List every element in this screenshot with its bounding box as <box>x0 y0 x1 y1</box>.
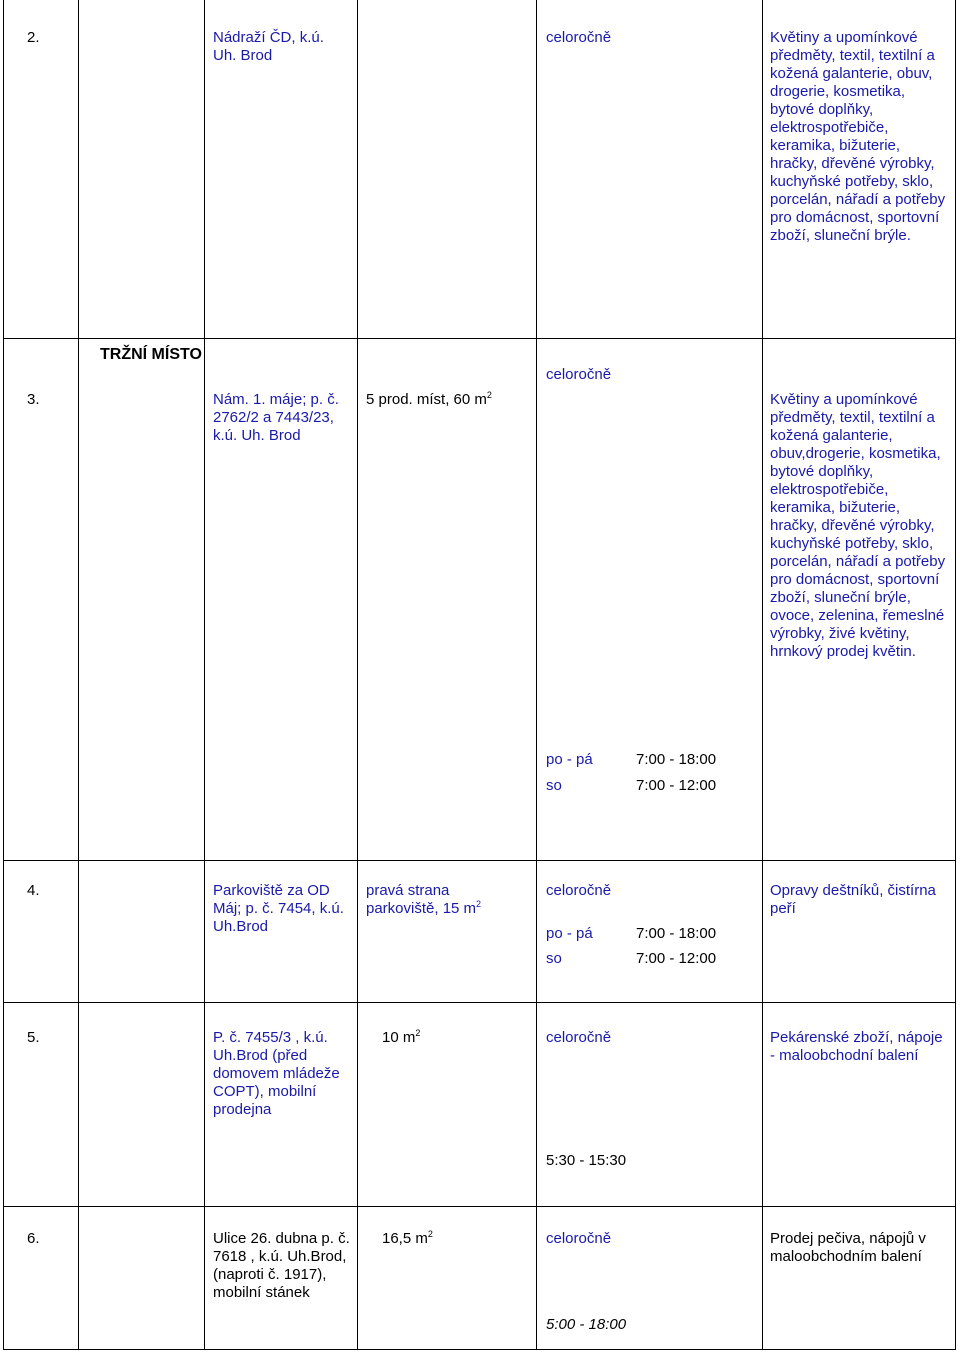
goods-cell: Prodej pečiva, nápojů v maloobchodním balení <box>770 1230 926 1265</box>
row-number: 2. <box>27 29 40 46</box>
hours-days: so <box>546 950 562 967</box>
season-cell: celoročně <box>546 882 612 899</box>
hours-days: po - pá <box>546 751 593 768</box>
hours-time: 7:00 - 18:00 <box>636 925 717 942</box>
goods-cell: Květiny a upomínkové předměty, textil, textilní a kožená galanterie, obuv,drogerie, kosmetika, bytové doplňky, elektrospotřebiče, keramika, bižuterie, hračky, dřevěné výrobky, kuchyňské potřeby, sklo, porcelán, nářadí a potřeby pro domácnost, sportovní zboží, sluneční brýle, ovoce, zelenina, řemeslné výrobky, živé květiny, hrnkový prodej květin. <box>770 391 946 660</box>
row-number: 3. <box>27 391 40 408</box>
section-header: TRŽNÍ MÍSTO <box>100 346 202 363</box>
hours-days: so <box>546 777 562 794</box>
row-number: 4. <box>27 882 40 899</box>
location-cell: P. č. 7455/3 , k.ú. Uh.Brod (před domovem mládeže COPT), mobilní prodejna <box>213 1029 340 1118</box>
column-divider <box>762 0 763 1350</box>
hours-time: 5:30 - 15:30 <box>546 1152 627 1169</box>
row-number: 6. <box>27 1230 40 1247</box>
size-cell <box>366 882 481 918</box>
size-cell <box>382 1230 433 1248</box>
hours-time: 7:00 - 12:00 <box>636 777 717 794</box>
size-superscript: 2 <box>486 390 492 400</box>
size-text: pravá strana parkoviště, 15 m <box>366 882 477 917</box>
size-text: 5 prod. míst, 60 m <box>366 391 487 408</box>
row-divider <box>3 338 956 339</box>
season-cell: celoročně <box>546 1230 612 1247</box>
size-cell <box>366 391 492 409</box>
column-divider <box>536 0 537 1350</box>
goods-cell: Opravy deštníků, čistírna peří <box>770 882 936 917</box>
size-cell <box>382 1029 420 1047</box>
goods-cell: Květiny a upomínkové předměty, textil, textilní a kožená galanterie, obuv, drogerie, kosmetika, bytové doplňky, elektrospotřebiče, keramika, bižuterie, hračky, dřevěné výrobky, kuchyňské potřeby, sklo, porcelán, nářadí a potřeby pro domácnost, sportovní zboží, sluneční brýle. <box>770 29 946 244</box>
row-divider <box>3 1002 956 1003</box>
row-divider <box>3 1206 956 1207</box>
season-cell: celoročně <box>546 1029 612 1046</box>
hours-time: 7:00 - 12:00 <box>636 950 717 967</box>
location-cell: Nám. 1. máje; p. č. 2762/2 a 7443/23, k.ú. Uh. Brod <box>213 391 339 444</box>
season-cell: celoročně <box>546 366 612 383</box>
location-cell: Parkoviště za OD Máj; p. č. 7454, k.ú. Uh.Brod <box>213 882 344 935</box>
location-cell: Ulice 26. dubna p. č. 7618 , k.ú. Uh.Brod, (naproti č. 1917), mobilní stánek <box>213 1230 350 1301</box>
hours-time: 5:00 - 18:00 <box>546 1316 627 1333</box>
goods-cell: Pekárenské zboží, nápoje - maloobchodní balení <box>770 1029 943 1064</box>
size-text: 10 m <box>382 1029 416 1046</box>
location-cell: Nádraží ČD, k.ú. Uh. Brod <box>213 29 324 64</box>
row-number: 5. <box>27 1029 40 1046</box>
size-text: 16,5 m <box>382 1230 428 1247</box>
column-divider <box>357 0 358 1350</box>
hours-time: 7:00 - 18:00 <box>636 751 717 768</box>
season-cell: celoročně <box>546 29 612 46</box>
size-superscript: 2 <box>427 1229 433 1239</box>
column-divider <box>204 0 205 1350</box>
row-divider <box>3 860 956 861</box>
size-superscript: 2 <box>476 899 482 909</box>
hours-days: po - pá <box>546 925 593 942</box>
column-divider <box>78 0 79 1350</box>
size-superscript: 2 <box>415 1028 421 1038</box>
